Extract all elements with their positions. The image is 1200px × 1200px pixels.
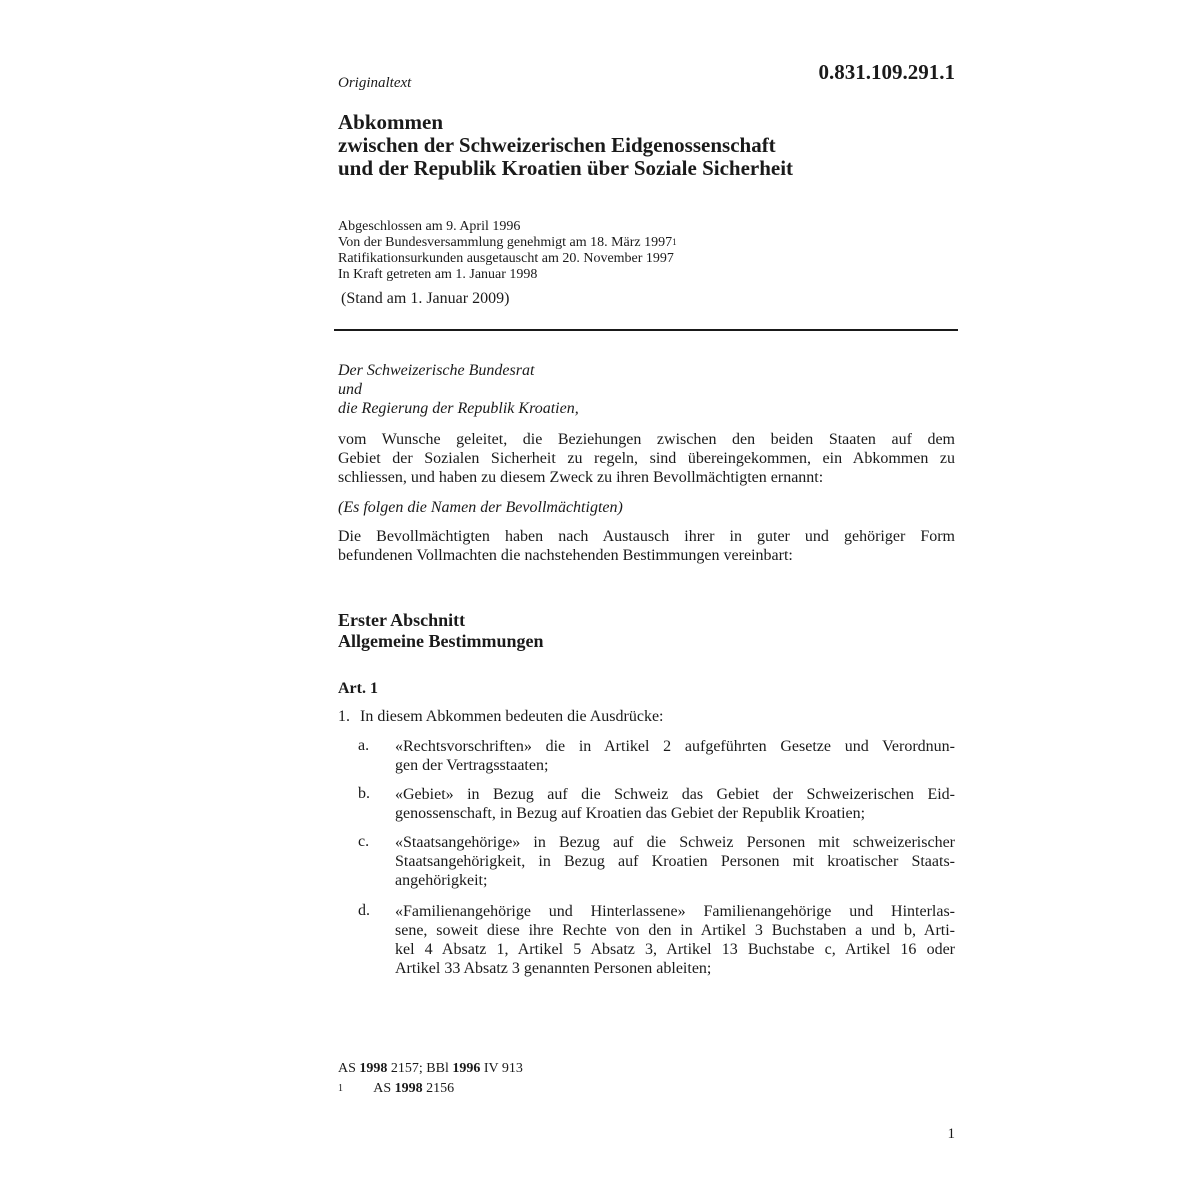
originaltext-label: Originaltext <box>338 75 412 91</box>
footnote-page: 2156 <box>426 1081 455 1096</box>
subitem-text <box>395 833 955 890</box>
document-title <box>338 111 793 180</box>
approved-date <box>338 235 677 251</box>
subitem-line: Staatsangehörigkeit, in Bezug auf Kroatien Personen mit kroatischer Staats- <box>395 853 955 870</box>
subitem-letter: a. <box>358 737 370 754</box>
title-line: zwischen der Schweizerischen Eidgenossenschaft <box>338 133 776 157</box>
section-title: Erster Abschnitt <box>338 610 466 630</box>
preamble-wish-paragraph <box>338 430 955 487</box>
paragraph-line: befundenen Vollmachten die nachstehenden Bestimmungen vereinbart: <box>338 547 793 564</box>
concluded-date: Abgeschlossen am 9. April 1996 <box>338 219 521 234</box>
paragraph-line: Die Bevollmächtigten haben nach Austausch ihrer in guter und gehöriger Form <box>338 528 955 545</box>
title-line: und der Republik Kroatien über Soziale Sicherheit <box>338 156 794 180</box>
item-number: 1. <box>338 708 350 725</box>
source-as-page: 2157; BBl <box>390 1061 449 1076</box>
subitem-line: sene, soweit diese ihre Rechte von den in Artikel 3 Buchstaben a und b, Arti- <box>395 922 955 939</box>
title-line: Abkommen <box>338 110 444 134</box>
paragraph-line: vom Wunsche geleitet, die Beziehungen zwischen den beiden Staaten auf dem <box>338 431 955 448</box>
footnote-1 <box>338 1080 454 1097</box>
subitem-text <box>395 785 955 823</box>
preamble-agreed-paragraph <box>338 527 955 565</box>
subitem-line: kel 4 Absatz 1, Artikel 5 Absatz 3, Artikel 13 Buchstabe c, Artikel 16 oder <box>395 941 955 958</box>
plenipotentiaries-note: (Es folgen die Namen der Bevollmächtigten) <box>338 499 623 516</box>
approved-text: Von der Bundesversammlung genehmigt am 18. März 1997 <box>338 235 673 250</box>
subitem-text <box>395 902 955 978</box>
subitem-letter: b. <box>358 785 370 802</box>
section-subtitle: Allgemeine Bestimmungen <box>338 631 544 651</box>
header-divider <box>334 329 958 331</box>
parties-block <box>338 361 579 418</box>
subitem-line: «Staatsangehörige» in Bezug auf die Schweiz Personen mit schweizerischer <box>395 834 955 851</box>
subitem-text <box>395 737 955 775</box>
subitem-letter: c. <box>358 833 370 850</box>
footnote-mark: 1 <box>338 1083 343 1094</box>
section-heading <box>338 610 543 652</box>
subitem-line: gen der Vertragsstaaten; <box>395 757 549 774</box>
sr-number: 0.831.109.291.1 <box>818 60 955 84</box>
page-number: 1 <box>947 1126 955 1142</box>
source-footnote <box>338 1060 523 1077</box>
paragraph-line: schliessen, und haben zu diesem Zweck zu ihren Bevollmächtigten ernannt: <box>338 469 824 486</box>
party-croatia: die Regierung der Republik Kroatien, <box>338 400 579 417</box>
ratified-date: Ratifikationsurkunden ausgetauscht am 20. November 1997 <box>338 251 674 266</box>
subitem-letter: d. <box>358 902 370 919</box>
paragraph-line: Gebiet der Sozialen Sicherheit zu regeln, sind übereingekommen, ein Abkommen zu <box>338 450 955 467</box>
source-as-year: 1998 <box>359 1061 388 1076</box>
source-bbl-ref: IV 913 <box>483 1061 523 1076</box>
footnote-year: 1998 <box>394 1081 423 1096</box>
item-text: In diesem Abkommen bedeuten die Ausdrücke: <box>360 708 664 725</box>
footnote-ref: 1 <box>672 237 677 247</box>
source-bbl-year: 1996 <box>452 1061 481 1076</box>
subitem-line: «Gebiet» in Bezug auf die Schweiz das Gebiet der Schweizerischen Eid- <box>395 786 955 803</box>
subitem-line: genossenschaft, in Bezug auf Kroatien das Gebiet der Republik Kroatien; <box>395 805 866 822</box>
in-force-date: In Kraft getreten am 1. Januar 1998 <box>338 267 538 282</box>
dates-block <box>338 219 677 283</box>
subitem-line: «Familienangehörige und Hinterlassene» Familienangehörige und Hinterlas- <box>395 903 955 920</box>
footnote-as: AS <box>373 1081 392 1096</box>
party-and: und <box>338 381 362 398</box>
article-heading: Art. 1 <box>338 680 378 697</box>
stand-date: (Stand am 1. Januar 2009) <box>341 290 510 307</box>
source-as: AS <box>338 1061 356 1076</box>
subitem-line: angehörigkeit; <box>395 872 488 889</box>
party-switzerland: Der Schweizerische Bundesrat <box>338 362 535 379</box>
subitem-line: Artikel 33 Absatz 3 genannten Personen ableiten; <box>395 960 712 977</box>
subitem-line: «Rechtsvorschriften» die in Artikel 2 aufgeführten Gesetze und Verordnun- <box>395 738 955 755</box>
